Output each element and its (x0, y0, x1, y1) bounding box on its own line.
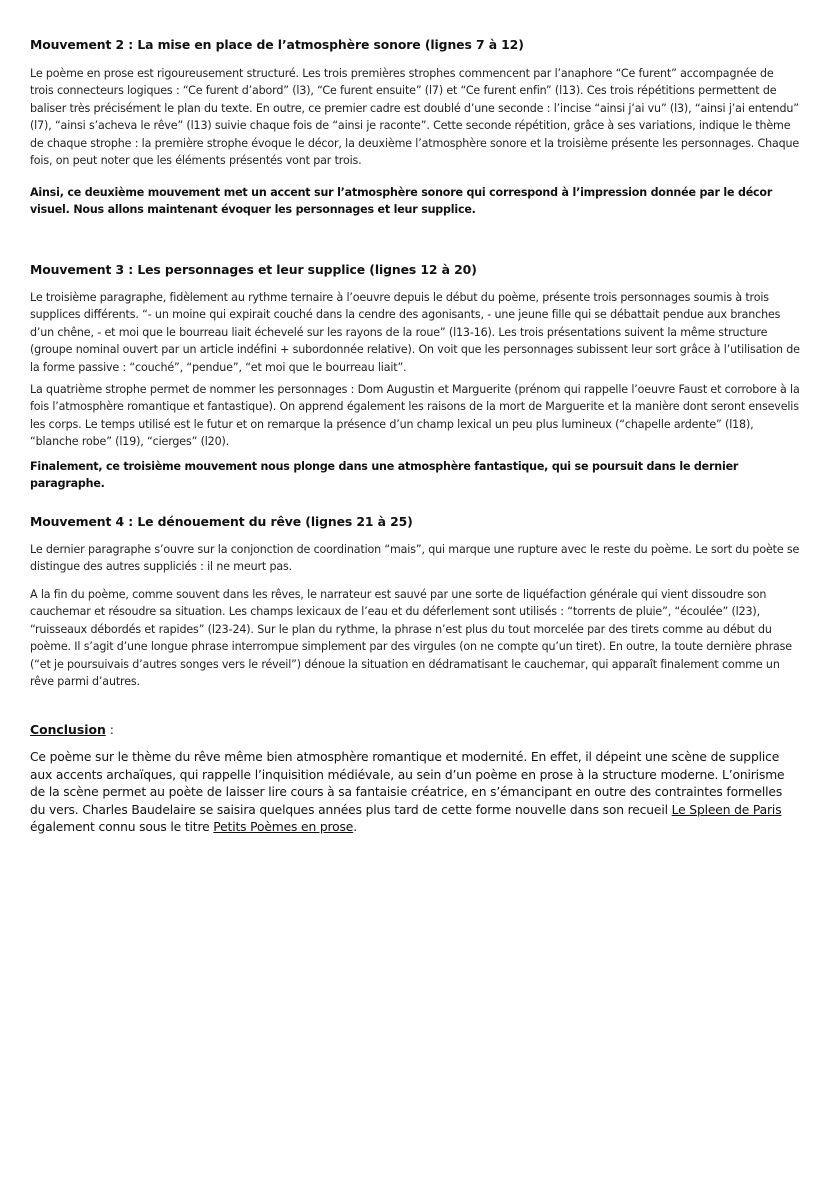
conclusion-heading (30, 721, 800, 739)
conclusion-text-before: Ce poème sur le thème du rêve même bien atmosphère romantique et modernité. En effet, il dépeint une scène de supplice aux accents archaïques, qui rappelle l’inquisition médiévale, au sein d’un poème en prose à la structure moderne. L’onirisme de la scène permet au poète de laisser lire cours à sa fantaisie créatrice, en s’émancipant en outre des contraintes formelles du vers. Charles Baudelaire se saisira quelques années plus tard de cette forme nouvelle dans son recueil (30, 750, 785, 817)
heading-mouvement-4: Mouvement 4 : Le dénouement du rêve (lignes 21 à 25) (30, 514, 413, 529)
paragraph-mvt2-analysis: Le poème en prose est rigoureusement structuré. Les trois premières strophes commencent par l’anaphore “Ce furent” accompagnée de trois connecteurs logiques : “Ce furent d’abord” (l3), “Ce furent ensuite” (l7) et “Ce furent enfin” (l13). Ces trois répétitions permettent de baliser très précisément le plan du texte. En outre, ce premier cadre est doublé d’une seconde : l’incise “ainsi j’ai vu” (l3), “ainsi j’ai entendu” (l7), “ainsi s’acheva le rêve” (l13) suivie chaque fois de “ainsi je raconte”. Cette seconde répétition, grâce à ses variations, indique le thème de chaque strophe : la première strophe évoque le décor, la deuxième l’atmosphère sonore et la troisième présente les personnages. Chaque fois, on peut noter que les éléments présentés vont par trois. (30, 67, 800, 168)
paragraph-mvt3-names: La quatrième strophe permet de nommer les personnages : Dom Augustin et Marguerite (prénom qui rappelle l’oeuvre Faust et corrobore à la fois l’atmosphère romantique et fantastique). On apprend également les raisons de la mort de Marguerite et la manière dont seront ensevelis les corps. Le temps utilisé est le futur et on remarque la présence d’un champ lexical un peu plus lumineux (“chapelle ardente” (l18), “blanche robe” (l19), “cierges” (l20). (30, 383, 800, 449)
paragraph-mvt3-characters: Le troisième paragraphe, fidèlement au rythme ternaire à l’oeuvre depuis le début du poème, présente trois personnages soumis à trois supplices différents. “- un moine qui expirait couché dans la cendre des agonisants, - une jeune fille qui se débattait pendue aux branches d’un chêne, - et moi que le bourreau liait échevelé sur les rayons de la roue” (l13-16). Les trois présentations suivent la même structure (groupe nominal ouvert par un article indéfini + subordonnée relative). On voit que les personnages subissent leur sort grâce à l’utilisation de la forme passive : “couché”, “pendue”, “et moi que le bourreau liait”. (30, 291, 800, 374)
heading-mouvement-2: Mouvement 2 : La mise en place de l’atmosphère sonore (lignes 7 à 12) (30, 37, 524, 52)
conclusion-title: Conclusion (30, 722, 106, 737)
conclusion-text-middle: également connu sous le titre (30, 820, 214, 835)
paragraph-conclusion (30, 749, 800, 837)
paragraph-mvt2-transition: Ainsi, ce deuxième mouvement met un accent sur l’atmosphère sonore qui correspond à l’impression donnée par le décor visuel. Nous allons maintenant évoquer les personnages et leur supplice. (30, 186, 773, 217)
book-title-spleen-de-paris: Le Spleen de Paris (671, 802, 782, 817)
paragraph-mvt4-resolution: A la fin du poème, comme souvent dans les rêves, le narrateur est sauvé par une sorte de liquéfaction générale qui vient dissoudre son cauchemar et résoudre sa situation. Les champs lexicaux de l’eau et du déferlement sont utilisés : “torrents de pluie”, “écoulée” (l23), “ruisseaux débordés et rapides” (l23-24). Sur le plan du rythme, la phrase n’est plus du tout morcelée par des tirets comme au début du poème. Il s’agit d’une longue phrase interrompue simplement par des virgules (on ne compte qu’un tiret). En outre, la toute dernière phrase (“et je poursuivais d’autres songes vers le réveil”) dénoue la situation en dédramatisant le cauchemar, qui apparaît finalement comme un rêve parmi d’autres. (30, 588, 792, 689)
conclusion-text-end: . (353, 820, 357, 835)
heading-mouvement-3: Mouvement 3 : Les personnages et leur supplice (lignes 12 à 20) (30, 262, 477, 277)
conclusion-title-suffix: : (105, 722, 114, 737)
book-title-petits-poemes: Petits Poèmes en prose (213, 820, 354, 835)
paragraph-mvt3-transition: Finalement, ce troisième mouvement nous plonge dans une atmosphère fantastique, qui se poursuit dans le dernier paragraphe. (30, 460, 739, 491)
paragraph-mvt4-rupture: Le dernier paragraphe s’ouvre sur la conjonction de coordination “mais”, qui marque une rupture avec le reste du poème. Le sort du poète se distingue des autres suppliciés : il ne meurt pas. (30, 543, 800, 574)
